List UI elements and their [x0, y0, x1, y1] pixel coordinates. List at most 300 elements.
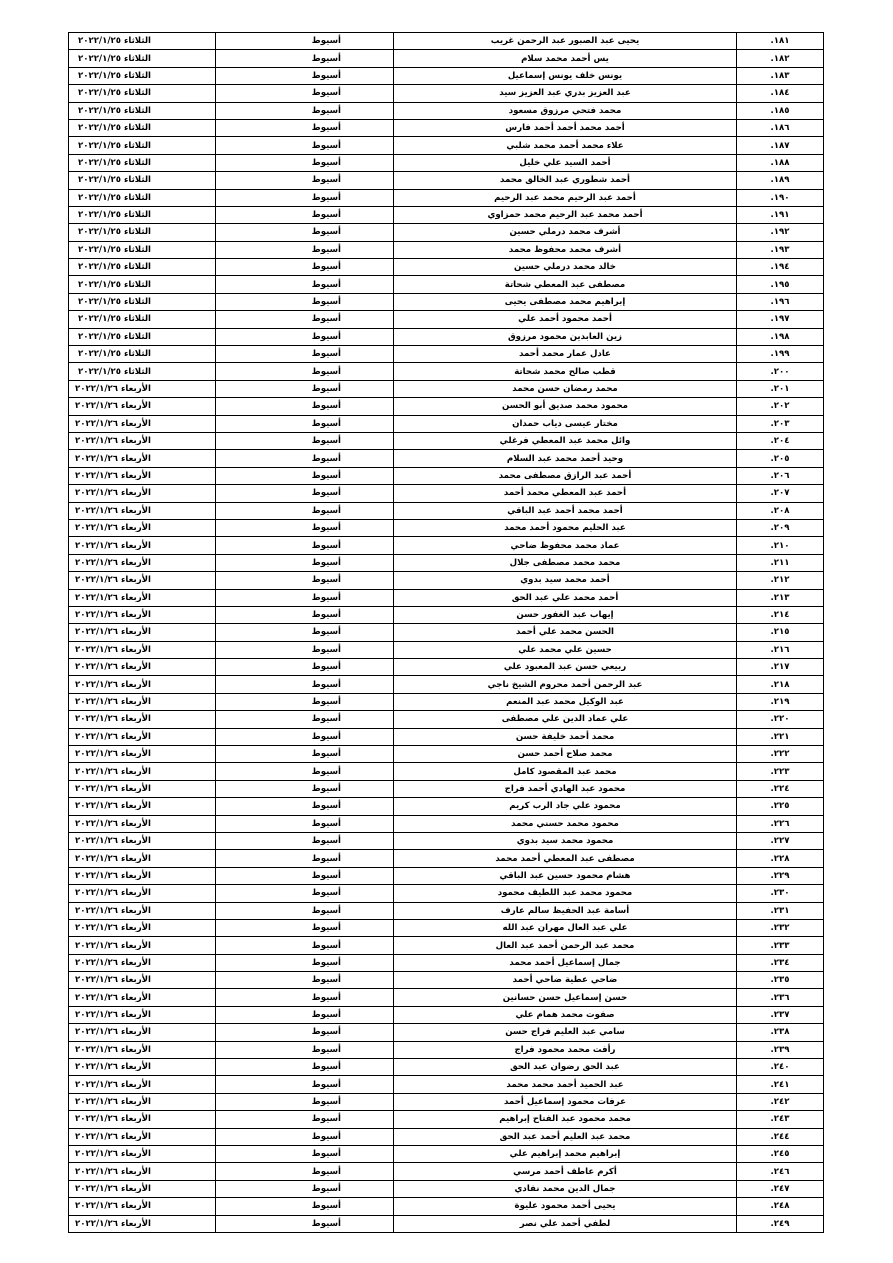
table-row: [69, 172, 824, 189]
row-number-cell: ٢٢٠.: [737, 711, 824, 728]
governorate-cell: أسيوط: [216, 641, 394, 658]
row-number-cell: ١٩٣.: [737, 241, 824, 258]
name-cell: الحسن محمد علي أحمد: [394, 624, 737, 641]
name-cell: سامي عبد العليم فراج حسن: [394, 1024, 737, 1041]
date-cell: الأربعاء ٢٠٢٢/١/٢٦: [69, 572, 216, 589]
table-row: [69, 728, 824, 745]
name-cell: إبراهيم محمد مصطفى يحيى: [394, 293, 737, 310]
row-number-cell: ٢١٢.: [737, 572, 824, 589]
row-number-cell: ٢٤٢.: [737, 1093, 824, 1110]
governorate-cell: أسيوط: [216, 450, 394, 467]
row-number-cell: ١٩٧.: [737, 311, 824, 328]
table-row: [69, 972, 824, 989]
row-number-cell: ٢٤٩.: [737, 1215, 824, 1232]
governorate-cell: أسيوط: [216, 137, 394, 154]
date-cell: الأربعاء ٢٠٢٢/١/٢٦: [69, 1111, 216, 1128]
governorate-cell: أسيوط: [216, 293, 394, 310]
name-cell: محمد عبد المقصود كامل: [394, 763, 737, 780]
row-number-cell: ١٨٣.: [737, 67, 824, 84]
row-number-cell: ٢٢٣.: [737, 763, 824, 780]
governorate-cell: أسيوط: [216, 693, 394, 710]
governorate-cell: أسيوط: [216, 346, 394, 363]
name-cell: علاء محمد أحمد محمد شلبي: [394, 137, 737, 154]
date-cell: الأربعاء ٢٠٢٢/١/٢٦: [69, 415, 216, 432]
name-cell: محمود محمد عبد اللطيف محمود: [394, 885, 737, 902]
table-row: [69, 1024, 824, 1041]
name-cell: أحمد شطوري عبد الخالق محمد: [394, 172, 737, 189]
name-cell: جمال إسماعيل أحمد محمد: [394, 954, 737, 971]
governorate-cell: أسيوط: [216, 885, 394, 902]
governorate-cell: أسيوط: [216, 676, 394, 693]
date-cell: الأربعاء ٢٠٢٢/١/٢٦: [69, 919, 216, 936]
name-cell: أحمد عبد الرازق مصطفى محمد: [394, 467, 737, 484]
table-row: [69, 1059, 824, 1076]
row-number-cell: ١٩٥.: [737, 276, 824, 293]
table-row: [69, 259, 824, 276]
date-cell: الأربعاء ٢٠٢٢/١/٢٦: [69, 606, 216, 623]
name-cell: عادل عمار محمد أحمد: [394, 346, 737, 363]
governorate-cell: أسيوط: [216, 1059, 394, 1076]
date-cell: الثلاثاء ٢٠٢٢/١/٢٥: [69, 293, 216, 310]
name-cell: محمود محمد سيد بدوي: [394, 832, 737, 849]
date-cell: الأربعاء ٢٠٢٢/١/٢٦: [69, 1059, 216, 1076]
table-row: [69, 815, 824, 832]
date-cell: الثلاثاء ٢٠٢٢/١/٢٥: [69, 328, 216, 345]
table-row: [69, 119, 824, 136]
table-row: [69, 850, 824, 867]
date-cell: الثلاثاء ٢٠٢٢/١/٢٥: [69, 85, 216, 102]
date-cell: الأربعاء ٢٠٢٢/١/٢٦: [69, 502, 216, 519]
governorate-cell: أسيوط: [216, 572, 394, 589]
governorate-cell: أسيوط: [216, 624, 394, 641]
governorate-cell: أسيوط: [216, 241, 394, 258]
date-cell: الأربعاء ٢٠٢٢/١/٢٦: [69, 624, 216, 641]
table-row: [69, 154, 824, 171]
date-cell: الثلاثاء ٢٠٢٢/١/٢٥: [69, 33, 216, 50]
table-row: [69, 450, 824, 467]
name-cell: محمد عبد الرحمن أحمد عبد العال: [394, 937, 737, 954]
name-cell: محمد صلاح أحمد حسن: [394, 746, 737, 763]
name-cell: عماد محمد محفوظ ضاحي: [394, 537, 737, 554]
row-number-cell: ٢٠٧.: [737, 485, 824, 502]
governorate-cell: أسيوط: [216, 1215, 394, 1232]
name-cell: يحيى أحمد محمود عليوة: [394, 1198, 737, 1215]
governorate-cell: أسيوط: [216, 937, 394, 954]
table-row: [69, 415, 824, 432]
name-cell: حسين علي محمد علي: [394, 641, 737, 658]
date-cell: الثلاثاء ٢٠٢٢/١/٢٥: [69, 189, 216, 206]
date-cell: الأربعاء ٢٠٢٢/١/٢٦: [69, 954, 216, 971]
row-number-cell: ٢٠٣.: [737, 415, 824, 432]
table-row: [69, 589, 824, 606]
row-number-cell: ٢٢٧.: [737, 832, 824, 849]
row-number-cell: ٢٣٠.: [737, 885, 824, 902]
row-number-cell: ٢٤٥.: [737, 1146, 824, 1163]
name-cell: رأفت محمد محمود فراج: [394, 1041, 737, 1058]
date-cell: الأربعاء ٢٠٢٢/١/٢٦: [69, 832, 216, 849]
governorate-cell: أسيوط: [216, 485, 394, 502]
date-cell: الأربعاء ٢٠٢٢/١/٢٦: [69, 519, 216, 536]
table-row: [69, 328, 824, 345]
date-cell: الأربعاء ٢٠٢٢/١/٢٦: [69, 589, 216, 606]
governorate-cell: أسيوط: [216, 832, 394, 849]
row-number-cell: ٢٣١.: [737, 902, 824, 919]
governorate-cell: أسيوط: [216, 50, 394, 67]
name-cell: وائل محمد عبد المعطي فرغلي: [394, 432, 737, 449]
name-cell: قطب صالح محمد شحاتة: [394, 363, 737, 380]
row-number-cell: ٢٠٩.: [737, 519, 824, 536]
date-cell: الثلاثاء ٢٠٢٢/١/٢٥: [69, 50, 216, 67]
date-cell: الثلاثاء ٢٠٢٢/١/٢٥: [69, 224, 216, 241]
name-cell: أحمد محمد علي عبد الحق: [394, 589, 737, 606]
name-cell: مصطفى عبد المعطي أحمد محمد: [394, 850, 737, 867]
table-row: [69, 1215, 824, 1232]
date-cell: الأربعاء ٢٠٢٢/١/٢٦: [69, 1076, 216, 1093]
governorate-cell: أسيوط: [216, 189, 394, 206]
row-number-cell: ٢٢١.: [737, 728, 824, 745]
row-number-cell: ٢٣٥.: [737, 972, 824, 989]
name-cell: أحمد عبد المعطي محمد أحمد: [394, 485, 737, 502]
row-number-cell: ٢٠٨.: [737, 502, 824, 519]
row-number-cell: ١٩١.: [737, 206, 824, 223]
table-row: [69, 763, 824, 780]
governorate-cell: أسيوط: [216, 867, 394, 884]
row-number-cell: ١٨٦.: [737, 119, 824, 136]
governorate-cell: أسيوط: [216, 850, 394, 867]
row-number-cell: ٢٤٣.: [737, 1111, 824, 1128]
table-row: [69, 1111, 824, 1128]
name-cell: خالد محمد درملي حسين: [394, 259, 737, 276]
governorate-cell: أسيوط: [216, 276, 394, 293]
date-cell: الأربعاء ٢٠٢٢/١/٢٦: [69, 1041, 216, 1058]
governorate-cell: أسيوط: [216, 154, 394, 171]
governorate-cell: أسيوط: [216, 259, 394, 276]
name-cell: محمود محمد صديق أبو الحسن: [394, 398, 737, 415]
row-number-cell: ١٨٨.: [737, 154, 824, 171]
date-cell: الأربعاء ٢٠٢٢/١/٢٦: [69, 432, 216, 449]
table-row: [69, 1180, 824, 1197]
row-number-cell: ١٨٥.: [737, 102, 824, 119]
governorate-cell: أسيوط: [216, 119, 394, 136]
table-row: [69, 85, 824, 102]
name-cell: عبد الرحمن أحمد محروم الشيخ ناجي: [394, 676, 737, 693]
name-cell: صفوت محمد همام علي: [394, 1006, 737, 1023]
name-cell: يحيى عبد الصبور عبد الرحمن غريب: [394, 33, 737, 50]
date-cell: الثلاثاء ٢٠٢٢/١/٢٥: [69, 311, 216, 328]
date-cell: الأربعاء ٢٠٢٢/١/٢٦: [69, 1128, 216, 1145]
date-cell: الأربعاء ٢٠٢٢/١/٢٦: [69, 1215, 216, 1232]
governorate-cell: أسيوط: [216, 972, 394, 989]
governorate-cell: أسيوط: [216, 380, 394, 397]
date-cell: الأربعاء ٢٠٢٢/١/٢٦: [69, 398, 216, 415]
name-cell: عبد الوكيل محمد عبد المنعم: [394, 693, 737, 710]
row-number-cell: ٢٣٣.: [737, 937, 824, 954]
governorate-cell: أسيوط: [216, 1198, 394, 1215]
name-cell: أشرف محمد محفوظ محمد: [394, 241, 737, 258]
governorate-cell: أسيوط: [216, 1180, 394, 1197]
governorate-cell: أسيوط: [216, 1163, 394, 1180]
name-cell: عبد الحميد أحمد محمد محمد: [394, 1076, 737, 1093]
row-number-cell: ١٨٩.: [737, 172, 824, 189]
date-cell: الأربعاء ٢٠٢٢/١/٢٦: [69, 1180, 216, 1197]
date-cell: الأربعاء ٢٠٢٢/١/٢٦: [69, 693, 216, 710]
table-row: [69, 1128, 824, 1145]
row-number-cell: ١٩٠.: [737, 189, 824, 206]
row-number-cell: ٢٠١.: [737, 380, 824, 397]
table-row: [69, 102, 824, 119]
row-number-cell: ٢٢٦.: [737, 815, 824, 832]
governorate-cell: أسيوط: [216, 659, 394, 676]
governorate-cell: أسيوط: [216, 537, 394, 554]
table-row: [69, 711, 824, 728]
row-number-cell: ٢١١.: [737, 554, 824, 571]
table-row: [69, 346, 824, 363]
date-cell: الأربعاء ٢٠٢٢/١/٢٦: [69, 641, 216, 658]
governorate-cell: أسيوط: [216, 85, 394, 102]
table-row: [69, 798, 824, 815]
date-cell: الأربعاء ٢٠٢٢/١/٢٦: [69, 380, 216, 397]
date-cell: الأربعاء ٢٠٢٢/١/٢٦: [69, 728, 216, 745]
governorate-cell: أسيوط: [216, 554, 394, 571]
row-number-cell: ١٩٩.: [737, 346, 824, 363]
row-number-cell: ١٨١.: [737, 33, 824, 50]
governorate-cell: أسيوط: [216, 1076, 394, 1093]
table-row: [69, 519, 824, 536]
name-cell: علي عبد العال مهران عبد الله: [394, 919, 737, 936]
name-cell: يونس خلف يونس إسماعيل: [394, 67, 737, 84]
table-row: [69, 293, 824, 310]
row-number-cell: ١٩٢.: [737, 224, 824, 241]
table-row: [69, 554, 824, 571]
table-row: [69, 311, 824, 328]
governorate-cell: أسيوط: [216, 798, 394, 815]
name-cell: أحمد السيد علي خليل: [394, 154, 737, 171]
row-number-cell: ١٨٧.: [737, 137, 824, 154]
name-cell: أكرم عاطف أحمد مرسي: [394, 1163, 737, 1180]
table-row: [69, 50, 824, 67]
table-row: [69, 780, 824, 797]
table-row: [69, 989, 824, 1006]
table-row: [69, 746, 824, 763]
date-cell: الثلاثاء ٢٠٢٢/١/٢٥: [69, 102, 216, 119]
table-row: [69, 832, 824, 849]
governorate-cell: أسيوط: [216, 206, 394, 223]
row-number-cell: ٢٤٦.: [737, 1163, 824, 1180]
date-cell: الثلاثاء ٢٠٢٢/١/٢٥: [69, 363, 216, 380]
governorate-cell: أسيوط: [216, 415, 394, 432]
name-cell: ربيعي حسن عبد المعبود علي: [394, 659, 737, 676]
table-row: [69, 572, 824, 589]
name-cell: عرفات محمود إسماعيل أحمد: [394, 1093, 737, 1110]
names-table: [68, 32, 824, 1233]
name-cell: عبد العزيز بدري عبد العزيز سيد: [394, 85, 737, 102]
table-row: [69, 137, 824, 154]
date-cell: الثلاثاء ٢٠٢٢/١/٢٥: [69, 154, 216, 171]
date-cell: الأربعاء ٢٠٢٢/١/٢٦: [69, 850, 216, 867]
name-cell: أشرف محمد درملي حسين: [394, 224, 737, 241]
row-number-cell: ٢٠٤.: [737, 432, 824, 449]
name-cell: محمد عبد العليم أحمد عبد الحق: [394, 1128, 737, 1145]
table-row: [69, 363, 824, 380]
date-cell: الأربعاء ٢٠٢٢/١/٢٦: [69, 885, 216, 902]
name-cell: عبد الحليم محمود أحمد محمد: [394, 519, 737, 536]
row-number-cell: ٢٠٥.: [737, 450, 824, 467]
name-cell: أحمد محمد سيد بدوي: [394, 572, 737, 589]
governorate-cell: أسيوط: [216, 954, 394, 971]
date-cell: الأربعاء ٢٠٢٢/١/٢٦: [69, 1146, 216, 1163]
name-cell: حسن إسماعيل حسن حسانين: [394, 989, 737, 1006]
table-row: [69, 380, 824, 397]
name-cell: زين العابدين محمود مرزوق: [394, 328, 737, 345]
governorate-cell: أسيوط: [216, 902, 394, 919]
table-row: [69, 189, 824, 206]
name-cell: لطفي أحمد علي نصر: [394, 1215, 737, 1232]
table-row: [69, 398, 824, 415]
governorate-cell: أسيوط: [216, 989, 394, 1006]
name-cell: مختار عيسى دياب حمدان: [394, 415, 737, 432]
table-row: [69, 954, 824, 971]
governorate-cell: أسيوط: [216, 1111, 394, 1128]
date-cell: الأربعاء ٢٠٢٢/١/٢٦: [69, 746, 216, 763]
table-row: [69, 537, 824, 554]
date-cell: الثلاثاء ٢٠٢٢/١/٢٥: [69, 259, 216, 276]
date-cell: الأربعاء ٢٠٢٢/١/٢٦: [69, 902, 216, 919]
date-cell: الأربعاء ٢٠٢٢/١/٢٦: [69, 467, 216, 484]
table-row: [69, 467, 824, 484]
table-row: [69, 485, 824, 502]
table-row: [69, 1041, 824, 1058]
table-row: [69, 1198, 824, 1215]
governorate-cell: أسيوط: [216, 1041, 394, 1058]
table-row: [69, 885, 824, 902]
row-number-cell: ٢٢٤.: [737, 780, 824, 797]
date-cell: الثلاثاء ٢٠٢٢/١/٢٥: [69, 206, 216, 223]
row-number-cell: ٢٠٦.: [737, 467, 824, 484]
row-number-cell: ٢٣٦.: [737, 989, 824, 1006]
table-row: [69, 241, 824, 258]
name-cell: إيهاب عبد الغفور حسن: [394, 606, 737, 623]
row-number-cell: ١٩٨.: [737, 328, 824, 345]
names-table-body: [69, 33, 824, 1233]
governorate-cell: أسيوط: [216, 815, 394, 832]
date-cell: الأربعاء ٢٠٢٢/١/٢٦: [69, 815, 216, 832]
governorate-cell: أسيوط: [216, 780, 394, 797]
row-number-cell: ٢٢٢.: [737, 746, 824, 763]
governorate-cell: أسيوط: [216, 467, 394, 484]
governorate-cell: أسيوط: [216, 589, 394, 606]
name-cell: محمد محمد مصطفى جلال: [394, 554, 737, 571]
table-row: [69, 693, 824, 710]
table-row: [69, 276, 824, 293]
row-number-cell: ١٨٤.: [737, 85, 824, 102]
date-cell: الأربعاء ٢٠٢٢/١/٢٦: [69, 972, 216, 989]
date-cell: الأربعاء ٢٠٢٢/١/٢٦: [69, 1006, 216, 1023]
date-cell: الثلاثاء ٢٠٢٢/١/٢٥: [69, 241, 216, 258]
name-cell: أحمد محمد عبد الرحيم محمد حمزاوي: [394, 206, 737, 223]
row-number-cell: ٢١٤.: [737, 606, 824, 623]
date-cell: الأربعاء ٢٠٢٢/١/٢٦: [69, 537, 216, 554]
row-number-cell: ٢٣٨.: [737, 1024, 824, 1041]
date-cell: الأربعاء ٢٠٢٢/١/٢٦: [69, 485, 216, 502]
governorate-cell: أسيوط: [216, 728, 394, 745]
name-cell: محمود محمد حسني محمد: [394, 815, 737, 832]
name-cell: مصطفى عبد المعطي شحاتة: [394, 276, 737, 293]
row-number-cell: ٢٠٠.: [737, 363, 824, 380]
date-cell: الأربعاء ٢٠٢٢/١/٢٦: [69, 450, 216, 467]
name-cell: إبراهيم محمد إبراهيم علي: [394, 1146, 737, 1163]
table-row: [69, 659, 824, 676]
date-cell: الثلاثاء ٢٠٢٢/١/٢٥: [69, 119, 216, 136]
governorate-cell: أسيوط: [216, 763, 394, 780]
date-cell: الأربعاء ٢٠٢٢/١/٢٦: [69, 937, 216, 954]
row-number-cell: ٢٤١.: [737, 1076, 824, 1093]
table-row: [69, 224, 824, 241]
row-number-cell: ١٨٢.: [737, 50, 824, 67]
governorate-cell: أسيوط: [216, 519, 394, 536]
date-cell: الأربعاء ٢٠٢٢/١/٢٦: [69, 798, 216, 815]
governorate-cell: أسيوط: [216, 328, 394, 345]
name-cell: أحمد محمود أحمد علي: [394, 311, 737, 328]
row-number-cell: ٢٢٥.: [737, 798, 824, 815]
table-row: [69, 206, 824, 223]
row-number-cell: ٢١٥.: [737, 624, 824, 641]
governorate-cell: أسيوط: [216, 1024, 394, 1041]
name-cell: وحيد أحمد محمد عبد السلام: [394, 450, 737, 467]
name-cell: هشام محمود حسين عبد الباقي: [394, 867, 737, 884]
table-row: [69, 1006, 824, 1023]
table-row: [69, 919, 824, 936]
name-cell: محمد محمود عبد الفتاح إبراهيم: [394, 1111, 737, 1128]
date-cell: الثلاثاء ٢٠٢٢/١/٢٥: [69, 276, 216, 293]
date-cell: الأربعاء ٢٠٢٢/١/٢٦: [69, 780, 216, 797]
name-cell: محمد أحمد خليفة حسن: [394, 728, 737, 745]
date-cell: الثلاثاء ٢٠٢٢/١/٢٥: [69, 346, 216, 363]
table-row: [69, 676, 824, 693]
row-number-cell: ٢٤٧.: [737, 1180, 824, 1197]
row-number-cell: ٢٢٩.: [737, 867, 824, 884]
name-cell: محمد فتحي مرزوق مسعود: [394, 102, 737, 119]
name-cell: ضاحي عطية ضاحي أحمد: [394, 972, 737, 989]
date-cell: الأربعاء ٢٠٢٢/١/٢٦: [69, 659, 216, 676]
governorate-cell: أسيوط: [216, 606, 394, 623]
name-cell: علي عماد الدين علي مصطفى: [394, 711, 737, 728]
name-cell: محمود علي جاد الرب كريم: [394, 798, 737, 815]
table-row: [69, 502, 824, 519]
row-number-cell: ٢١٧.: [737, 659, 824, 676]
row-number-cell: ٢١٨.: [737, 676, 824, 693]
name-cell: أحمد محمد أحمد عبد الباقي: [394, 502, 737, 519]
date-cell: الأربعاء ٢٠٢٢/١/٢٦: [69, 1163, 216, 1180]
governorate-cell: أسيوط: [216, 1006, 394, 1023]
date-cell: الأربعاء ٢٠٢٢/١/٢٦: [69, 1093, 216, 1110]
governorate-cell: أسيوط: [216, 432, 394, 449]
table-row: [69, 1093, 824, 1110]
date-cell: الأربعاء ٢٠٢٢/١/٢٦: [69, 711, 216, 728]
governorate-cell: أسيوط: [216, 102, 394, 119]
row-number-cell: ٢٣٢.: [737, 919, 824, 936]
governorate-cell: أسيوط: [216, 919, 394, 936]
date-cell: الثلاثاء ٢٠٢٢/١/٢٥: [69, 137, 216, 154]
row-number-cell: ٢١٦.: [737, 641, 824, 658]
governorate-cell: أسيوط: [216, 172, 394, 189]
governorate-cell: أسيوط: [216, 363, 394, 380]
row-number-cell: ١٩٤.: [737, 259, 824, 276]
table-row: [69, 867, 824, 884]
row-number-cell: ٢٤٠.: [737, 1059, 824, 1076]
name-cell: أحمد محمد أحمد أحمد فارس: [394, 119, 737, 136]
governorate-cell: أسيوط: [216, 1093, 394, 1110]
table-row: [69, 641, 824, 658]
